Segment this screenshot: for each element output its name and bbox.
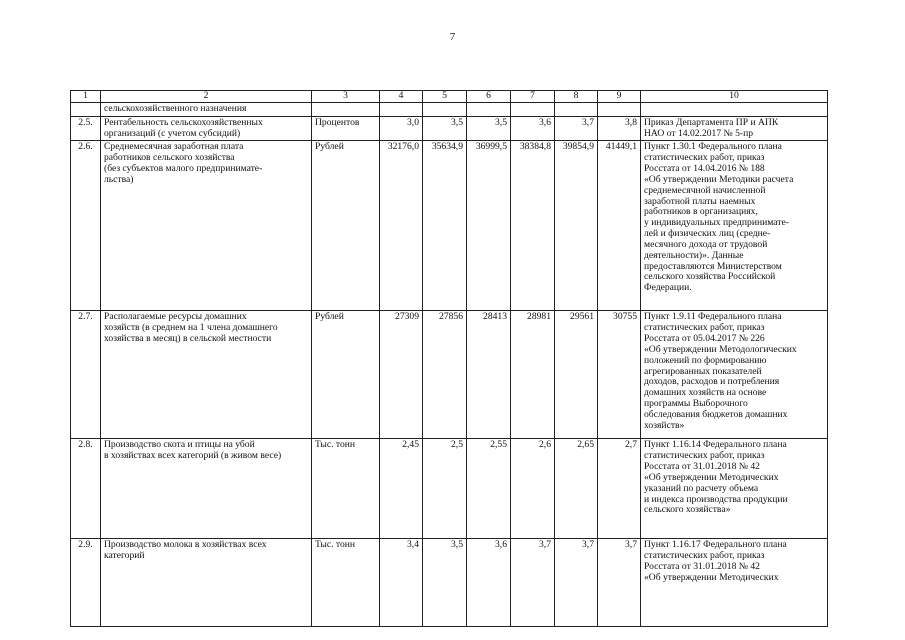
unit-of-measure: Рублей <box>312 311 380 439</box>
column-header-7: 7 <box>511 91 555 103</box>
value-cell <box>380 103 423 117</box>
column-header-8: 8 <box>555 91 598 103</box>
value-cell: 30755 <box>598 311 641 439</box>
table-row <box>71 116 828 141</box>
table-row <box>71 141 828 311</box>
unit-of-measure: Процентов <box>312 116 380 141</box>
column-header-10: 10 <box>641 91 828 103</box>
value-cell: 3,6 <box>467 539 511 627</box>
row-number: 2.5. <box>71 116 101 141</box>
source-document: Пункт 1.16.14 Федерального плана статистических работ, приказ Росстата от 31.01.2018 № 42 «Об утверждении Методических указаний по расчету объема и индекса производства продукции сельского хозяйства» <box>641 439 828 539</box>
row-number: 2.9. <box>71 539 101 627</box>
row-number <box>71 103 101 117</box>
table-row <box>71 439 828 539</box>
value-cell: 3,5 <box>423 539 467 627</box>
value-cell: 29561 <box>555 311 598 439</box>
indicators-table <box>70 90 828 627</box>
table-row <box>71 539 828 627</box>
value-cell <box>555 103 598 117</box>
column-header-6: 6 <box>467 91 511 103</box>
value-cell: 3,7 <box>555 116 598 141</box>
row-number: 2.6. <box>71 141 101 311</box>
indicator-name: сельскохозяйственного назначения <box>101 103 312 117</box>
unit-of-measure <box>312 103 380 117</box>
table-row <box>71 103 828 117</box>
unit-of-measure: Тыс. тонн <box>312 539 380 627</box>
table-row <box>71 311 828 439</box>
column-header-9: 9 <box>598 91 641 103</box>
indicator-name: Производство молока в хозяйствах всех категорий <box>101 539 312 627</box>
value-cell: 3,7 <box>555 539 598 627</box>
value-cell: 2,7 <box>598 439 641 539</box>
source-document: Пункт 1.16.17 Федерального плана статистических работ, приказ Росстата от 31.01.2018 № 42 «Об утверждении Методических <box>641 539 828 627</box>
value-cell <box>598 103 641 117</box>
source-document: Пункт 1.30.1 Федерального плана статистических работ, приказ Росстата от 14.04.2016 № 188 «Об утверждении Методики расчета среднемесячной начисленной заработной платы наемных работников в организациях, у индивидуальных предпринимате- лей и физических лиц (средне- месячного дохода от трудовой деятельности)». Данные предоставляются Министерством сельского хозяйства Российской Федерации. <box>641 141 828 311</box>
header-row <box>71 91 828 103</box>
table-body <box>71 103 828 627</box>
value-cell: 3,4 <box>380 539 423 627</box>
value-cell: 35634,9 <box>423 141 467 311</box>
value-cell: 28413 <box>467 311 511 439</box>
value-cell: 2,45 <box>380 439 423 539</box>
source-document: Пункт 1.9.11 Федерального плана статистических работ, приказ Росстата от 05.04.2017 № 226 «Об утверждении Методологических положений по формированию агрегированных показателей доходов, расходов и потребления домашних хозяйств на основе программы Выборочного обследования бюджетов домашних хозяйств» <box>641 311 828 439</box>
column-header-3: 3 <box>312 91 380 103</box>
value-cell: 3,7 <box>511 539 555 627</box>
indicator-name: Среднемесячная заработная плата работников сельского хозяйства (без субъектов малого предпринимате- льства) <box>101 141 312 311</box>
source-document <box>641 103 828 117</box>
value-cell: 28981 <box>511 311 555 439</box>
unit-of-measure: Тыс. тонн <box>312 439 380 539</box>
value-cell: 3,8 <box>598 116 641 141</box>
column-header-5: 5 <box>423 91 467 103</box>
indicator-name: Располагаемые ресурсы домашних хозяйств (в среднем на 1 члена домашнего хозяйства в месяц) в сельской местности <box>101 311 312 439</box>
unit-of-measure: Рублей <box>312 141 380 311</box>
value-cell: 2,65 <box>555 439 598 539</box>
column-header-2: 2 <box>101 91 312 103</box>
value-cell: 2,55 <box>467 439 511 539</box>
value-cell <box>511 103 555 117</box>
value-cell: 27856 <box>423 311 467 439</box>
value-cell: 41449,1 <box>598 141 641 311</box>
value-cell: 3,5 <box>423 116 467 141</box>
value-cell: 3,0 <box>380 116 423 141</box>
value-cell: 36999,5 <box>467 141 511 311</box>
value-cell: 38384,8 <box>511 141 555 311</box>
value-cell: 3,6 <box>511 116 555 141</box>
page-number: 7 <box>449 31 456 43</box>
value-cell: 27309 <box>380 311 423 439</box>
value-cell: 2,6 <box>511 439 555 539</box>
indicator-name: Рентабельность сельскохозяйственных организаций (с учетом субсидий) <box>101 116 312 141</box>
value-cell <box>467 103 511 117</box>
value-cell: 3,5 <box>467 116 511 141</box>
row-number: 2.8. <box>71 439 101 539</box>
value-cell <box>423 103 467 117</box>
value-cell: 39854,9 <box>555 141 598 311</box>
column-header-1: 1 <box>71 91 101 103</box>
value-cell: 32176,0 <box>380 141 423 311</box>
source-document: Приказ Департамента ПР и АПК НАО от 14.02.2017 № 5-пр <box>641 116 828 141</box>
value-cell: 3,7 <box>598 539 641 627</box>
row-number: 2.7. <box>71 311 101 439</box>
value-cell: 2,5 <box>423 439 467 539</box>
column-header-4: 4 <box>380 91 423 103</box>
indicator-name: Производство скота и птицы на убой в хозяйствах всех категорий (в живом весе) <box>101 439 312 539</box>
